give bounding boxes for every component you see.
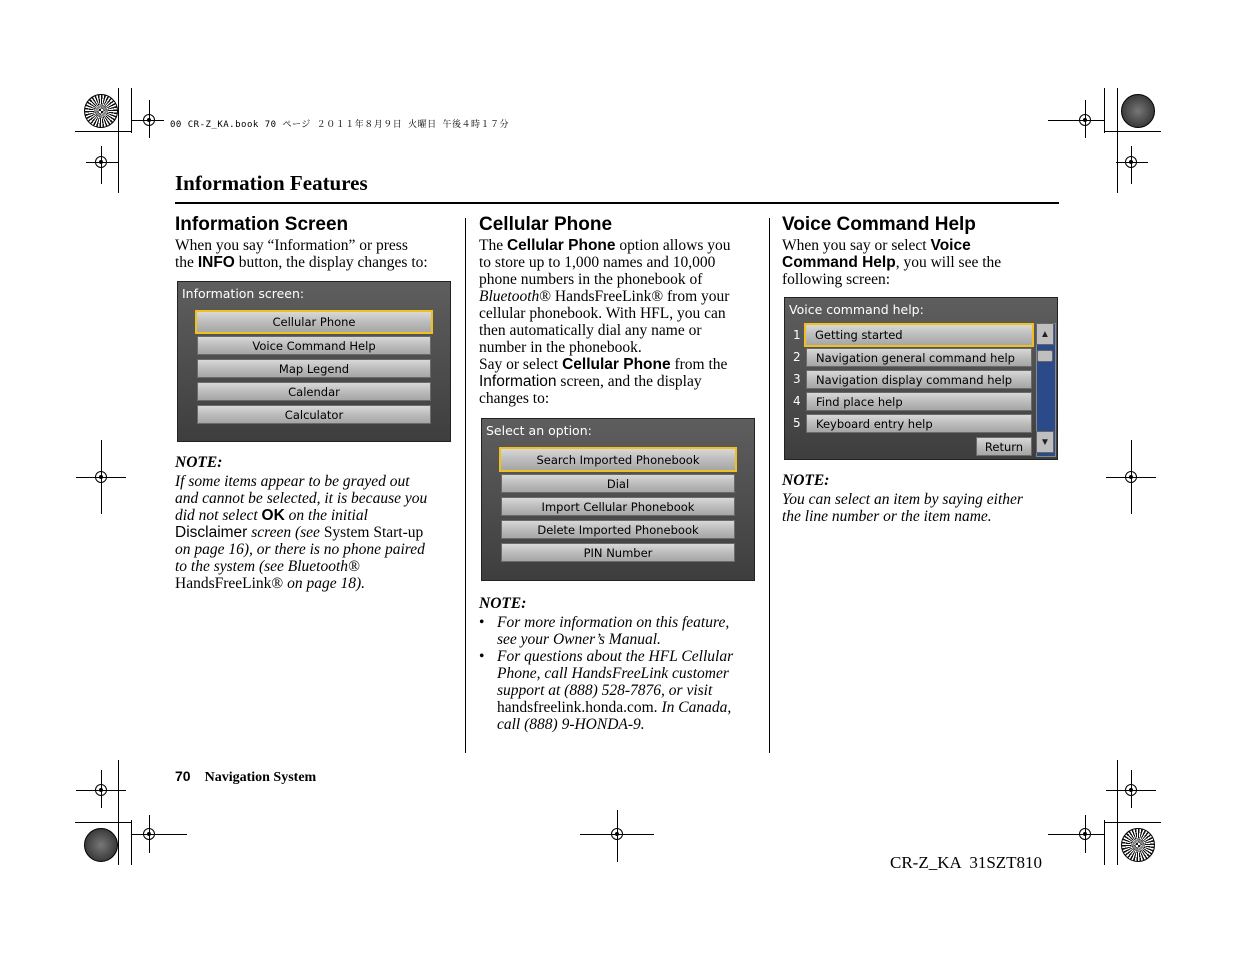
section-heading: Voice Command Help	[782, 214, 976, 235]
text-line: For questions about the HFL Cellular	[497, 648, 734, 665]
text-line	[479, 356, 763, 373]
bullet-item	[479, 648, 764, 733]
text-line: call (888) 9-HONDA-9.	[497, 716, 645, 733]
text-line	[782, 254, 1062, 271]
paragraph	[782, 237, 1062, 288]
crop-line	[132, 120, 164, 121]
key-label: Information	[479, 373, 557, 390]
help-item-navigation-display[interactable]: Navigation display command help	[806, 370, 1032, 389]
page-number: 70	[175, 768, 191, 784]
text-line: When you say “Information” or press	[175, 237, 408, 254]
note-label: NOTE:	[175, 454, 223, 471]
scroll-up-arrow-icon[interactable]: ▲	[1036, 323, 1054, 345]
text-line: support at (888) 528-7876, or visit	[497, 682, 713, 699]
text-span: The	[479, 237, 507, 254]
text-span: the	[175, 254, 198, 271]
key-label: Cellular Phone	[506, 237, 616, 254]
ok-key-label: OK	[261, 507, 285, 524]
text-line	[479, 237, 763, 254]
disclaimer-label: Disclaimer	[175, 524, 248, 541]
note-text	[175, 473, 460, 592]
item-number: 3	[793, 372, 801, 386]
crop-line	[1104, 822, 1161, 823]
text-span: on page 18).	[283, 575, 365, 592]
text-span: option allows you	[615, 237, 731, 254]
menu-button-calendar[interactable]: Calendar	[197, 382, 431, 401]
column-divider	[465, 218, 466, 753]
text-line	[175, 524, 460, 541]
column-information-screen	[175, 214, 457, 271]
screen-title: Select an option:	[486, 423, 592, 438]
help-item-find-place[interactable]: Find place help	[806, 392, 1032, 411]
section-heading: Information Screen	[175, 214, 349, 235]
crop-line	[1104, 88, 1105, 133]
text-line: and cannot be selected, it is because you	[175, 490, 428, 507]
scroll-down-arrow-icon[interactable]: ▼	[1036, 431, 1054, 453]
text-line	[479, 373, 763, 390]
return-button[interactable]: Return	[976, 437, 1032, 456]
text-line: to the system (see Bluetooth®	[175, 558, 360, 575]
text-line: then automatically dial any name or	[479, 322, 702, 339]
crop-line	[131, 88, 132, 133]
section-heading: Cellular Phone	[479, 214, 613, 235]
column-voice-command-help	[782, 214, 1062, 288]
crop-line	[1131, 770, 1132, 808]
text-line: If some items appear to be grayed out	[175, 473, 410, 490]
information-screen-image	[177, 281, 451, 442]
menu-button-voice-command-help[interactable]: Voice Command Help	[197, 336, 431, 355]
text-line: changes to:	[479, 390, 550, 407]
text-span: In Canada,	[657, 699, 732, 716]
item-number: 5	[793, 416, 801, 430]
menu-button-pin-number[interactable]: PIN Number	[501, 543, 735, 562]
bullet-icon: •	[479, 614, 485, 631]
text-line: For more information on this feature,	[497, 614, 730, 631]
document-code: CR-Z_KA 31SZT810	[890, 853, 1043, 872]
text-line	[479, 288, 763, 305]
text-span: Bluetooth	[479, 288, 540, 305]
cross-reference-link[interactable]: System Start-up	[323, 524, 424, 541]
cross-reference-link[interactable]: HandsFreeLink®	[175, 575, 284, 592]
crop-line	[1104, 131, 1161, 132]
text-line: to store up to 1,000 names and 10,000	[479, 254, 716, 271]
key-label: Cellular Phone	[562, 356, 671, 373]
select-option-screen-image	[481, 418, 755, 581]
page-title: Information Features	[175, 171, 368, 195]
item-number: 4	[793, 394, 801, 408]
text-span: , you will see the	[895, 254, 1002, 271]
screen-title: Information screen:	[182, 286, 305, 301]
column-cellular-phone	[479, 214, 763, 407]
text-line: see your Owner’s Manual.	[497, 631, 661, 648]
menu-button-cellular-phone[interactable]: Cellular Phone	[195, 310, 433, 334]
text-span: ® HandsFreeLink® from your	[539, 288, 730, 305]
crop-line	[75, 822, 132, 823]
crop-line	[101, 770, 102, 808]
registration-starburst-icon	[84, 94, 118, 128]
text-line: number in the phonebook.	[479, 339, 642, 356]
menu-button-search-imported-phonebook[interactable]: Search Imported Phonebook	[499, 447, 737, 472]
help-item-navigation-general[interactable]: Navigation general command help	[806, 348, 1032, 367]
registration-starburst-icon	[84, 828, 118, 862]
crop-line	[131, 820, 132, 865]
screen-title: Voice command help:	[789, 302, 924, 317]
footer-section: Navigation System	[204, 770, 317, 785]
column-divider	[769, 218, 770, 753]
page-footer	[175, 768, 316, 786]
crop-line	[75, 131, 132, 132]
crop-line	[1131, 440, 1132, 514]
bullet-item	[479, 614, 764, 648]
crop-line	[1085, 815, 1086, 853]
crop-line	[149, 100, 150, 138]
menu-button-map-legend[interactable]: Map Legend	[197, 359, 431, 378]
intro-paragraph	[175, 237, 457, 271]
title-rule	[175, 202, 1059, 204]
crop-line	[1116, 162, 1148, 163]
crop-line	[101, 146, 102, 184]
note-text	[782, 491, 1067, 525]
print-header: 00 CR-Z_KA.book 70 ページ ２０１１年８月９日 火曜日 午後４時１７分	[170, 120, 510, 130]
note-bullets	[479, 614, 764, 733]
registration-starburst-icon	[1121, 828, 1155, 862]
crop-line	[1048, 834, 1105, 835]
text-line	[175, 507, 460, 524]
text-line: Phone, call HandsFreeLink customer	[497, 665, 729, 682]
text-line	[497, 699, 764, 716]
text-span: did not select	[175, 507, 262, 524]
text-line	[175, 575, 460, 592]
crop-line	[86, 162, 118, 163]
crop-line	[1131, 146, 1132, 184]
crop-line	[617, 810, 618, 862]
key-label: Voice	[930, 237, 971, 254]
crop-line	[1117, 760, 1118, 865]
voice-command-help-screen-image	[784, 297, 1058, 460]
scroll-thumb[interactable]	[1037, 350, 1053, 362]
menu-button-import-cellular-phonebook[interactable]: Import Cellular Phonebook	[501, 497, 735, 516]
registration-starburst-icon	[1121, 94, 1155, 128]
note-block	[479, 595, 764, 733]
item-number: 2	[793, 350, 801, 364]
text-line: cellular phonebook. With HFL, you can	[479, 305, 726, 322]
bullet-icon: •	[479, 648, 485, 665]
info-key-label: INFO	[197, 254, 235, 271]
text-line: the line number or the item name.	[782, 508, 992, 525]
help-item-getting-started[interactable]: Getting started	[804, 323, 1034, 347]
help-item-keyboard-entry[interactable]: Keyboard entry help	[806, 414, 1032, 433]
crop-line	[132, 834, 187, 835]
note-block	[782, 472, 1067, 525]
text-span: on the initial	[284, 507, 368, 524]
menu-button-delete-imported-phonebook[interactable]: Delete Imported Phonebook	[501, 520, 735, 539]
crop-line	[118, 760, 119, 865]
crop-line	[1048, 120, 1105, 121]
text-span: from the	[670, 356, 728, 373]
crop-line	[101, 440, 102, 514]
crop-line	[149, 815, 150, 853]
text-line: phone numbers in the phonebook of	[479, 271, 703, 288]
crop-line	[118, 88, 119, 193]
text-line: You can select an item by saying either	[782, 491, 1023, 508]
menu-button-dial[interactable]: Dial	[501, 474, 735, 493]
text-span: Say or select	[479, 356, 563, 373]
note-label: NOTE:	[479, 595, 527, 612]
text-span: screen, and the display	[556, 373, 702, 390]
crop-line	[1104, 820, 1105, 865]
text-line	[782, 237, 1062, 254]
text-line	[175, 254, 457, 271]
text-span: When you say or select	[782, 237, 931, 254]
crop-line	[1085, 100, 1086, 138]
website-link[interactable]: handsfreelink.honda.com.	[497, 699, 658, 716]
menu-button-calculator[interactable]: Calculator	[197, 405, 431, 424]
text-line: on page 16), or there is no phone paired	[175, 541, 425, 558]
note-label: NOTE:	[782, 472, 830, 489]
note-block	[175, 454, 460, 592]
key-label: Command Help	[782, 254, 896, 271]
text-span: button, the display changes to:	[234, 254, 428, 271]
text-line: following screen:	[782, 271, 891, 288]
crop-line	[1117, 88, 1118, 193]
paragraph	[479, 237, 763, 407]
text-span: screen (see	[247, 524, 324, 541]
item-number: 1	[793, 328, 801, 342]
